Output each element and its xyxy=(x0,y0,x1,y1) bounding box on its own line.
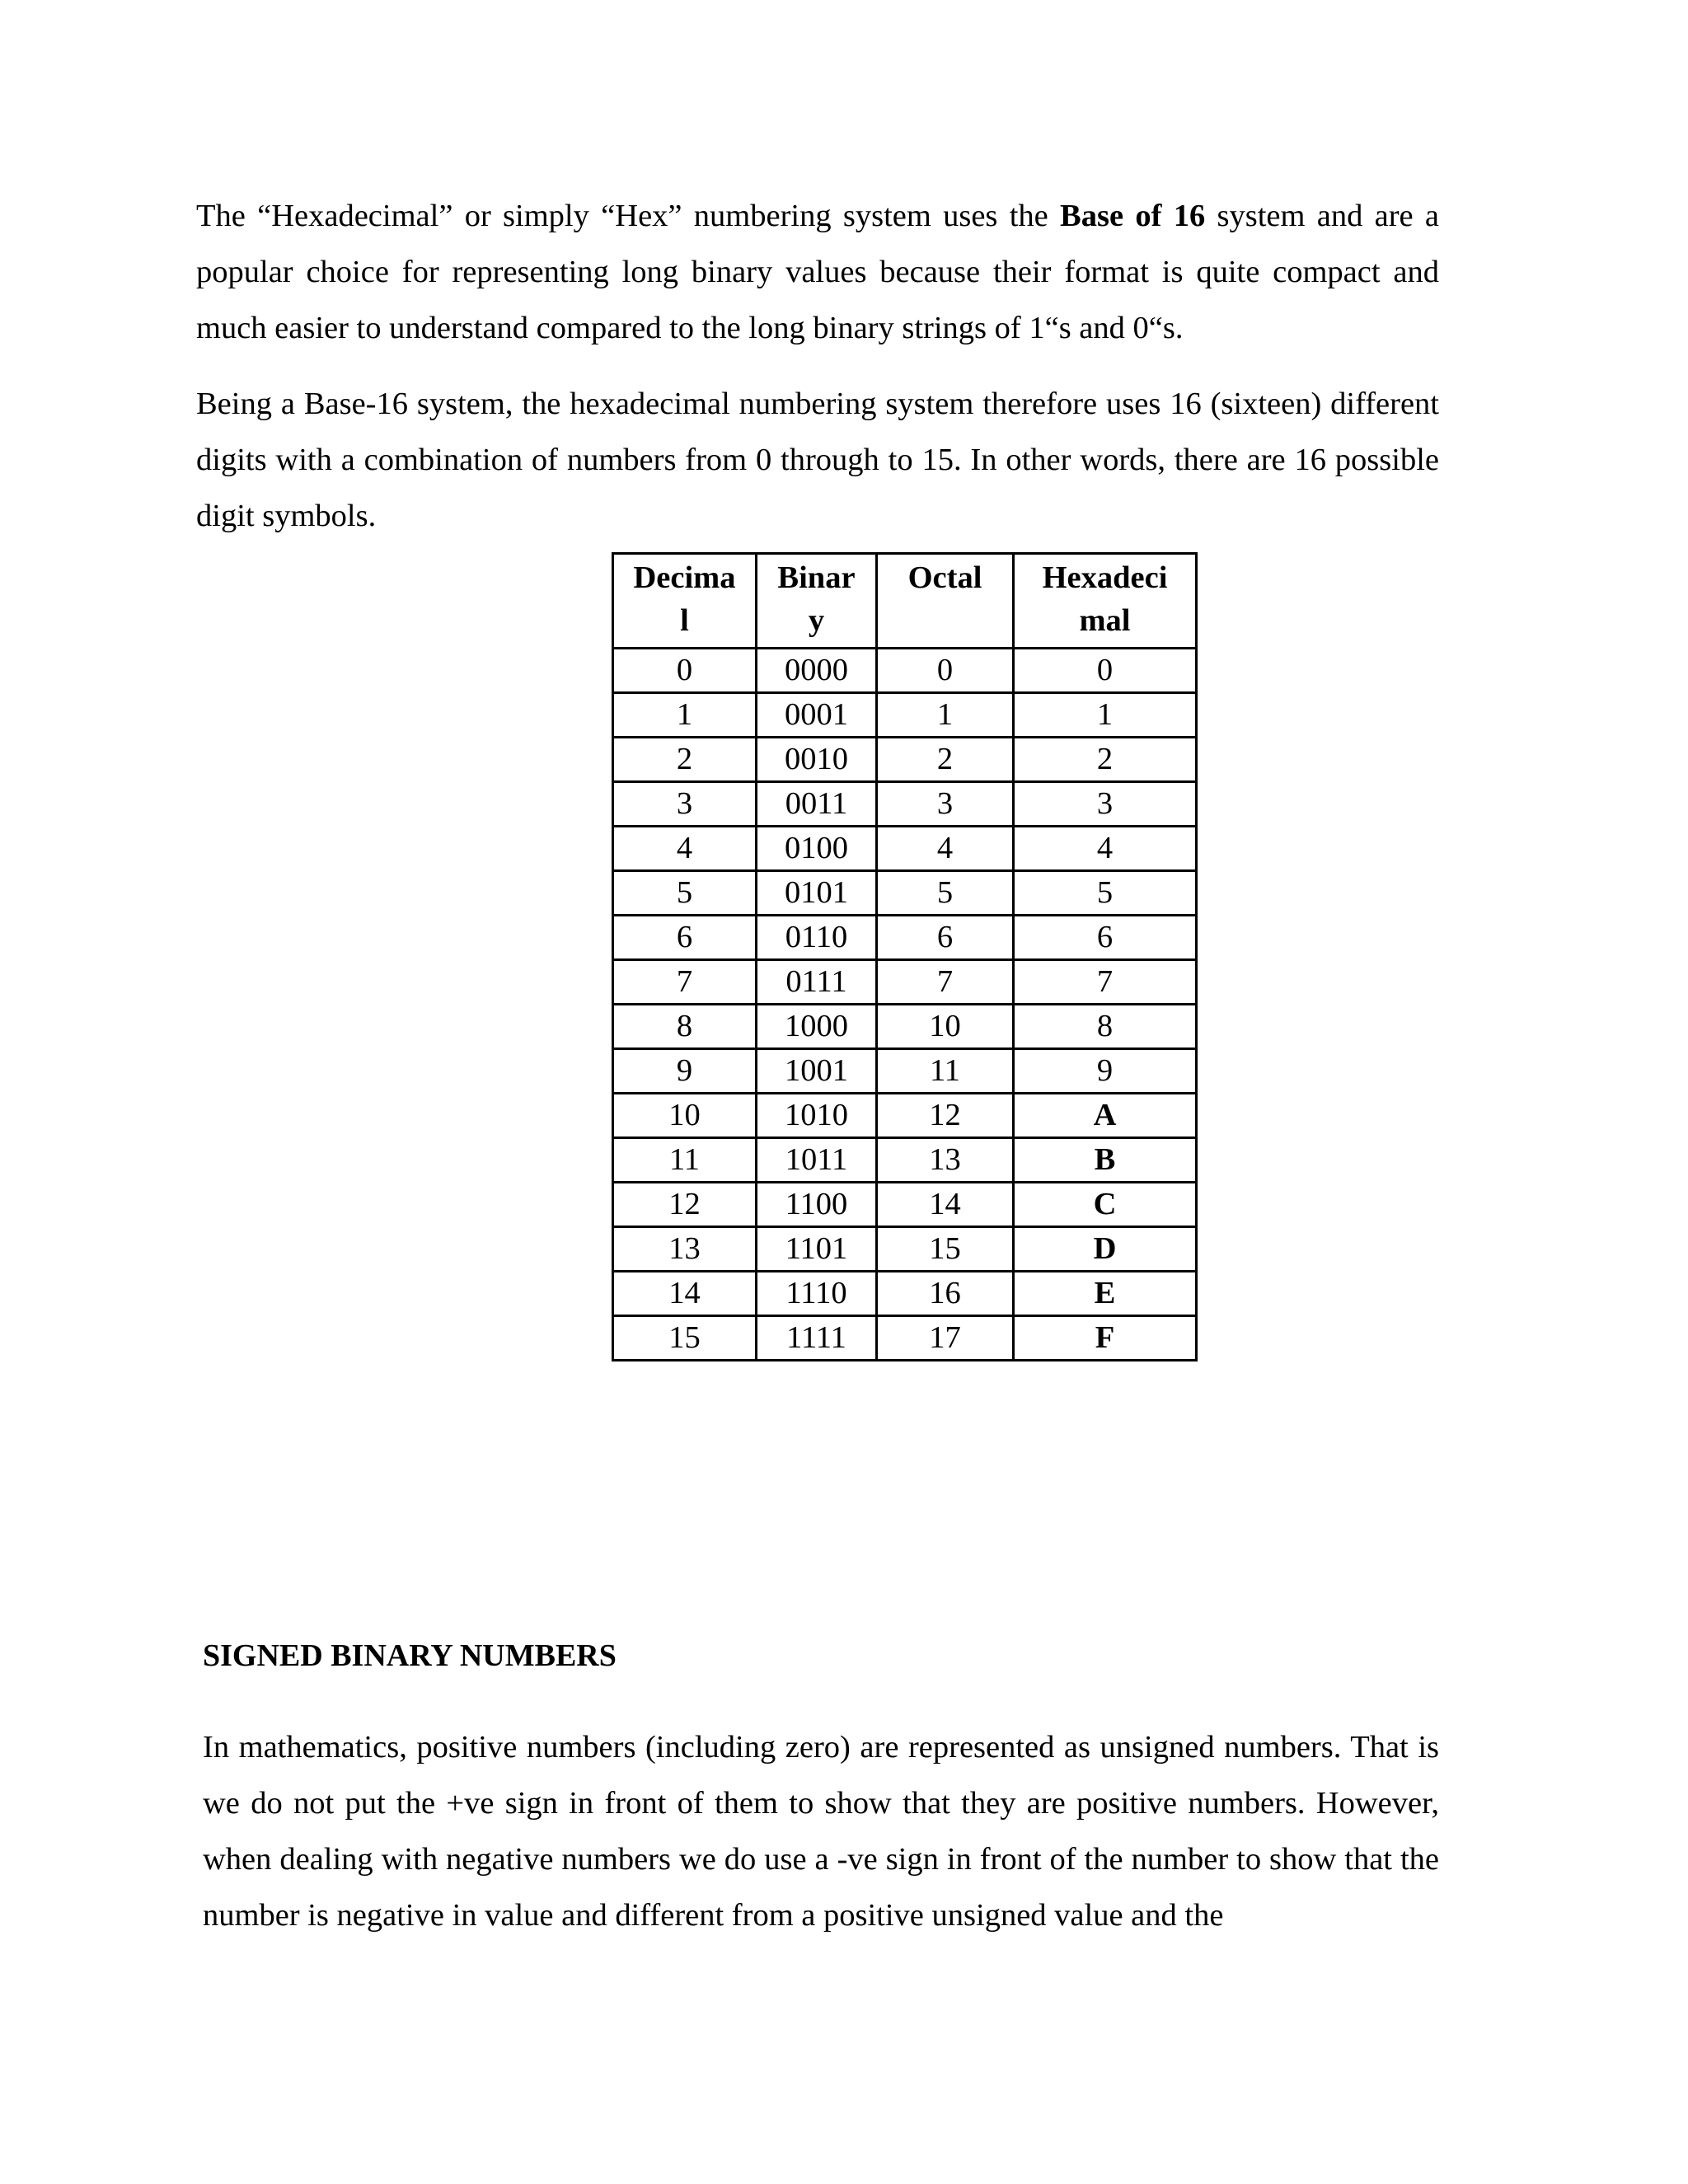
table-row xyxy=(613,960,1197,1005)
table-row xyxy=(613,916,1197,960)
number-conversion-table xyxy=(612,552,1198,1361)
table-row xyxy=(613,1227,1197,1272)
hex-intro-text-start: The “Hexadecimal” or simply “Hex” numbering system uses the xyxy=(196,199,1061,233)
table-row xyxy=(613,871,1197,916)
octal-cell: 15 xyxy=(877,1227,1014,1272)
octal-cell: 17 xyxy=(877,1316,1014,1361)
octal-cell: 3 xyxy=(877,782,1014,827)
binary-cell: 1001 xyxy=(757,1049,877,1094)
hex-cell: 5 xyxy=(1014,871,1197,916)
decimal-cell: 5 xyxy=(613,871,757,916)
hex-cell: 9 xyxy=(1014,1049,1197,1094)
decimal-cell: 0 xyxy=(613,649,757,693)
octal-cell: 2 xyxy=(877,738,1014,782)
table-row xyxy=(613,1094,1197,1138)
hex-cell: 7 xyxy=(1014,960,1197,1005)
binary-cell: 1010 xyxy=(757,1094,877,1138)
binary-cell: 0111 xyxy=(757,960,877,1005)
table-row xyxy=(613,782,1197,827)
octal-cell: 5 xyxy=(877,871,1014,916)
binary-cell: 0101 xyxy=(757,871,877,916)
hex-cell: 6 xyxy=(1014,916,1197,960)
decimal-cell: 3 xyxy=(613,782,757,827)
binary-cell: 0001 xyxy=(757,693,877,738)
header-binary xyxy=(757,554,877,649)
header-decimal-line2: l xyxy=(680,603,689,638)
octal-cell: 1 xyxy=(877,693,1014,738)
hex-cell: 3 xyxy=(1014,782,1197,827)
hex-cell: B xyxy=(1014,1138,1197,1183)
table-row xyxy=(613,738,1197,782)
decimal-cell: 4 xyxy=(613,827,757,871)
header-decimal-line1: Decima xyxy=(633,560,736,595)
table-row xyxy=(613,1005,1197,1049)
hex-cell: 8 xyxy=(1014,1005,1197,1049)
hex-cell: F xyxy=(1014,1316,1197,1361)
binary-cell: 0010 xyxy=(757,738,877,782)
decimal-cell: 8 xyxy=(613,1005,757,1049)
header-binary-line1: Binar xyxy=(777,560,856,595)
octal-cell: 13 xyxy=(877,1138,1014,1183)
table-row xyxy=(613,1316,1197,1361)
octal-cell: 14 xyxy=(877,1183,1014,1227)
octal-cell: 10 xyxy=(877,1005,1014,1049)
binary-cell: 0100 xyxy=(757,827,877,871)
hex-cell: 1 xyxy=(1014,693,1197,738)
decimal-cell: 14 xyxy=(613,1272,757,1316)
header-octal-line1: Octal xyxy=(907,560,982,595)
table-header-row xyxy=(613,554,1197,649)
octal-cell: 4 xyxy=(877,827,1014,871)
header-binary-line2: y xyxy=(808,603,825,638)
hex-cell: C xyxy=(1014,1183,1197,1227)
table-row xyxy=(613,827,1197,871)
hex-intro-paragraph xyxy=(196,188,1439,356)
decimal-cell: 13 xyxy=(613,1227,757,1272)
binary-cell: 1111 xyxy=(757,1316,877,1361)
binary-cell: 1101 xyxy=(757,1227,877,1272)
table-row xyxy=(613,1183,1197,1227)
octal-cell: 16 xyxy=(877,1272,1014,1316)
section-heading: SIGNED BINARY NUMBERS xyxy=(203,1638,617,1673)
table-body xyxy=(613,649,1197,1361)
hex-cell: E xyxy=(1014,1272,1197,1316)
hex-cell: 0 xyxy=(1014,649,1197,693)
octal-cell: 11 xyxy=(877,1049,1014,1094)
octal-cell: 7 xyxy=(877,960,1014,1005)
table-row xyxy=(613,1138,1197,1183)
binary-cell: 0110 xyxy=(757,916,877,960)
header-octal xyxy=(877,554,1014,649)
decimal-cell: 7 xyxy=(613,960,757,1005)
decimal-cell: 9 xyxy=(613,1049,757,1094)
table-row xyxy=(613,649,1197,693)
table-row xyxy=(613,1049,1197,1094)
decimal-cell: 2 xyxy=(613,738,757,782)
binary-cell: 1000 xyxy=(757,1005,877,1049)
hex-cell: A xyxy=(1014,1094,1197,1138)
header-decimal xyxy=(613,554,757,649)
binary-cell: 1100 xyxy=(757,1183,877,1227)
hex-intro-text-end: system and are a popular choice for representing long binary values because their format is quite compact and much easier to understand compared to the long binary strings of 1“s and 0“s. xyxy=(196,199,1439,345)
octal-cell: 12 xyxy=(877,1094,1014,1138)
hex-cell: 2 xyxy=(1014,738,1197,782)
table-row xyxy=(613,693,1197,738)
binary-cell: 0011 xyxy=(757,782,877,827)
header-hexadecimal xyxy=(1014,554,1197,649)
base-of-16-emphasis: Base of 16 xyxy=(1060,199,1206,233)
base16-paragraph: Being a Base-16 system, the hexadecimal numbering system therefore uses 16 (sixteen) different digits with a combination of numbers from 0 through to 15. In other words, there are 16 possible digit symbols. xyxy=(196,387,1439,533)
decimal-cell: 12 xyxy=(613,1183,757,1227)
decimal-cell: 1 xyxy=(613,693,757,738)
octal-cell: 0 xyxy=(877,649,1014,693)
decimal-cell: 6 xyxy=(613,916,757,960)
binary-cell: 1110 xyxy=(757,1272,877,1316)
octal-cell: 6 xyxy=(877,916,1014,960)
binary-cell: 1011 xyxy=(757,1138,877,1183)
header-hexadecimal-line2: mal xyxy=(1079,603,1131,638)
decimal-cell: 11 xyxy=(613,1138,757,1183)
decimal-cell: 10 xyxy=(613,1094,757,1138)
table-row xyxy=(613,1272,1197,1316)
hex-cell: 4 xyxy=(1014,827,1197,871)
decimal-cell: 15 xyxy=(613,1316,757,1361)
binary-cell: 0000 xyxy=(757,649,877,693)
hex-cell: D xyxy=(1014,1227,1197,1272)
signed-binary-paragraph: In mathematics, positive numbers (including zero) are represented as unsigned numbers. That is we do not put the +ve sign in front of them to show that they are positive numbers. However, when dealing with negative numbers we do use a -ve sign in front of the number to show that the number is negative in value and different from a positive unsigned value and the xyxy=(203,1730,1439,1933)
header-hexadecimal-line1: Hexadeci xyxy=(1042,560,1168,595)
